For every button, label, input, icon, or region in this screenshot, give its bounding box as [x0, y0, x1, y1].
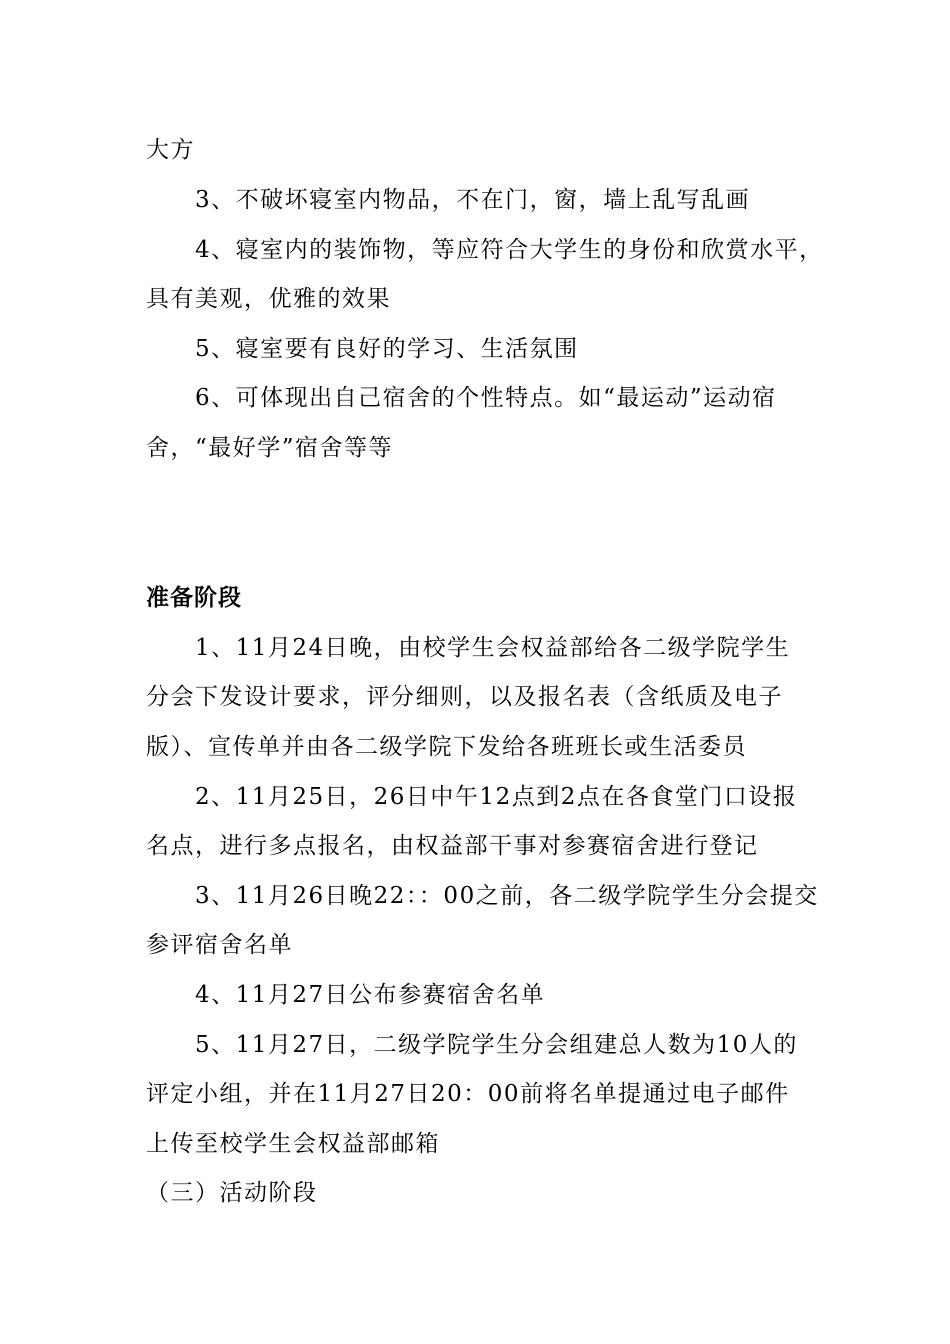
- text-line: 1、11月24日晚，由校学生会权益部给各二级学院学生: [195, 635, 791, 661]
- text-line: 2、11月25日，26日中午12点到2点在各食堂门口设报: [195, 784, 798, 810]
- text-line: 大方: [146, 137, 195, 163]
- text-line: 4、11月27日公布参赛宿舍名单: [195, 982, 546, 1008]
- text-line: 4、寝室内的装饰物，等应符合大学生的身份和欣赏水平，: [195, 237, 824, 263]
- text-line: 名点，进行多点报名，由权益部干事对参赛宿舍进行登记: [146, 833, 759, 859]
- text-line: 3、11月26日晚22：：00之前，各二级学院学生分会提交: [195, 883, 819, 909]
- text-line: 评定小组，并在11月27日20：00前将名单提通过电子邮件: [146, 1081, 790, 1107]
- text-line: 5、11月27日，二级学院学生分会组建总人数为10人的: [195, 1032, 798, 1058]
- text-line: 参评宿舍名单: [146, 932, 293, 958]
- text-line: 上传至校学生会权益部邮箱: [146, 1131, 440, 1157]
- text-line: 具有美观，优雅的效果: [146, 286, 391, 312]
- text-line: 舍，“最好学”宿舍等等: [146, 435, 394, 461]
- text-line: 分会下发设计要求，评分细则，以及报名表（含纸质及电子: [146, 684, 783, 710]
- text-line: 3、不破坏寝室内物品，不在门，窗，墙上乱写乱画: [195, 187, 751, 213]
- section-subheading: （三）活动阶段: [146, 1180, 318, 1206]
- text-line: 6、可体现出自己宿舍的个性特点。如“最运动”运动宿: [195, 385, 777, 411]
- section-heading: 准备阶段: [146, 584, 242, 611]
- text-line: 5、寝室要有良好的学习、生活氛围: [195, 336, 579, 362]
- text-line: 版）、宣传单并由各二级学院下发给各班班长或生活委员: [146, 734, 747, 760]
